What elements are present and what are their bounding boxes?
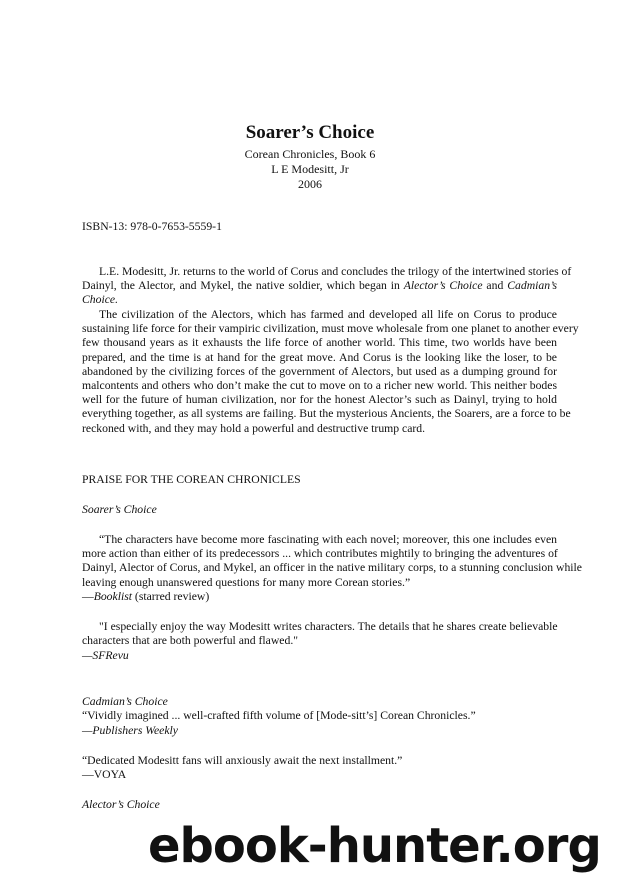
sfrevu-source: —SFRevu xyxy=(82,649,129,662)
alectors-choice-heading: Alector’s Choice xyxy=(82,798,160,811)
synopsis-paragraph-1 xyxy=(82,265,572,308)
book-title: Soarer’s Choice xyxy=(245,122,375,143)
synopsis-paragraph-2 xyxy=(82,308,579,436)
text-line: malcontents and others who don’t make the cut to move on to a richer new world. This neither bodes xyxy=(82,379,557,393)
cadmians-choice-heading: Cadmian’s Choice xyxy=(82,695,168,708)
source-name: Booklist xyxy=(93,590,132,603)
text-line: abandoned by the civilizing forces of the government of Alectors, but used as a dumping ground for xyxy=(82,364,557,378)
text-line: everything together, as all systems are failing. But the mysterious Ancients, the Soarers, are a force to be xyxy=(82,407,571,421)
em-dash: — xyxy=(82,590,94,603)
voya-source: —VOYA xyxy=(82,768,127,781)
text-line: "I especially enjoy the way Modesitt writes characters. The details that he shares create believable xyxy=(99,620,558,633)
series-line: Corean Chronicles, Book 6 xyxy=(244,147,376,161)
publishers-weekly-quote: “Vividly imagined ... well-crafted fifth volume of [Mode-sitt’s] Corean Chronicles.” xyxy=(82,709,476,722)
soarers-choice-heading: Soarer’s Choice xyxy=(82,503,157,516)
text-line: Choice. xyxy=(82,293,119,307)
text-line: leaving enough unanswered questions for many more Corean stories.” xyxy=(82,575,411,589)
text-line: characters that are both powerful and flawed." xyxy=(82,634,299,648)
text-line: well for the future of human civilization, nor for the honest Alector’s such as Dainyl, trying to hold xyxy=(82,393,557,407)
publishers-weekly-source: —Publishers Weekly xyxy=(82,724,178,737)
text-line: prepared, and the time is at hand for the great move. And Corus is the looking like the loser, to be xyxy=(82,350,557,364)
booklist-source xyxy=(82,590,209,604)
text-run: Dainyl, the Alector, and Mykel, the native soldier, which began in xyxy=(82,279,404,293)
book-title-reference: Alector’s Choice xyxy=(403,279,483,293)
text-line: few thousand years as it exhausts the life force of another world. This time, two worlds have been xyxy=(82,336,557,350)
book-title-reference: Cadmian’s xyxy=(507,279,558,293)
sfrevu-quote xyxy=(82,620,557,648)
text-line: more action than either of its predecessors ... which contributes mightily to bringing the adventures of xyxy=(82,547,558,561)
text-line: sustaining life force for their vampiric civilization, must move wholesale from one planet to another every xyxy=(82,322,579,336)
text-line: reckoned with, and they may hold a powerful and destructive trump card. xyxy=(82,421,426,435)
source-note: (starred review) xyxy=(132,590,210,603)
text-line: The civilization of the Alectors, which has farmed and developed all life on Corus to produce xyxy=(99,308,557,321)
booklist-quote xyxy=(82,533,582,590)
year-line: 2006 xyxy=(298,177,322,191)
voya-quote: “Dedicated Modesitt fans will anxiously await the next installment.” xyxy=(82,754,403,767)
author-line: L E Modesitt, Jr xyxy=(271,162,349,176)
text-line: L.E. Modesitt, Jr. returns to the world of Corus and concludes the trilogy of the intertwined stories of xyxy=(99,265,572,278)
watermark: ebook-hunter.org xyxy=(148,818,601,874)
text-line xyxy=(82,279,557,293)
text-run: and xyxy=(482,279,508,293)
isbn: ISBN-13: 978-0-7653-5559-1 xyxy=(82,220,222,233)
text-line: Dainyl, Alector of Corus, and Mykel, an officer in the native military corps, to a stunning conclusion while xyxy=(82,561,582,575)
text-line: “The characters have become more fascinating with each novel; moreover, this one includes even xyxy=(99,533,557,546)
praise-heading: PRAISE FOR THE COREAN CHRONICLES xyxy=(82,473,301,486)
